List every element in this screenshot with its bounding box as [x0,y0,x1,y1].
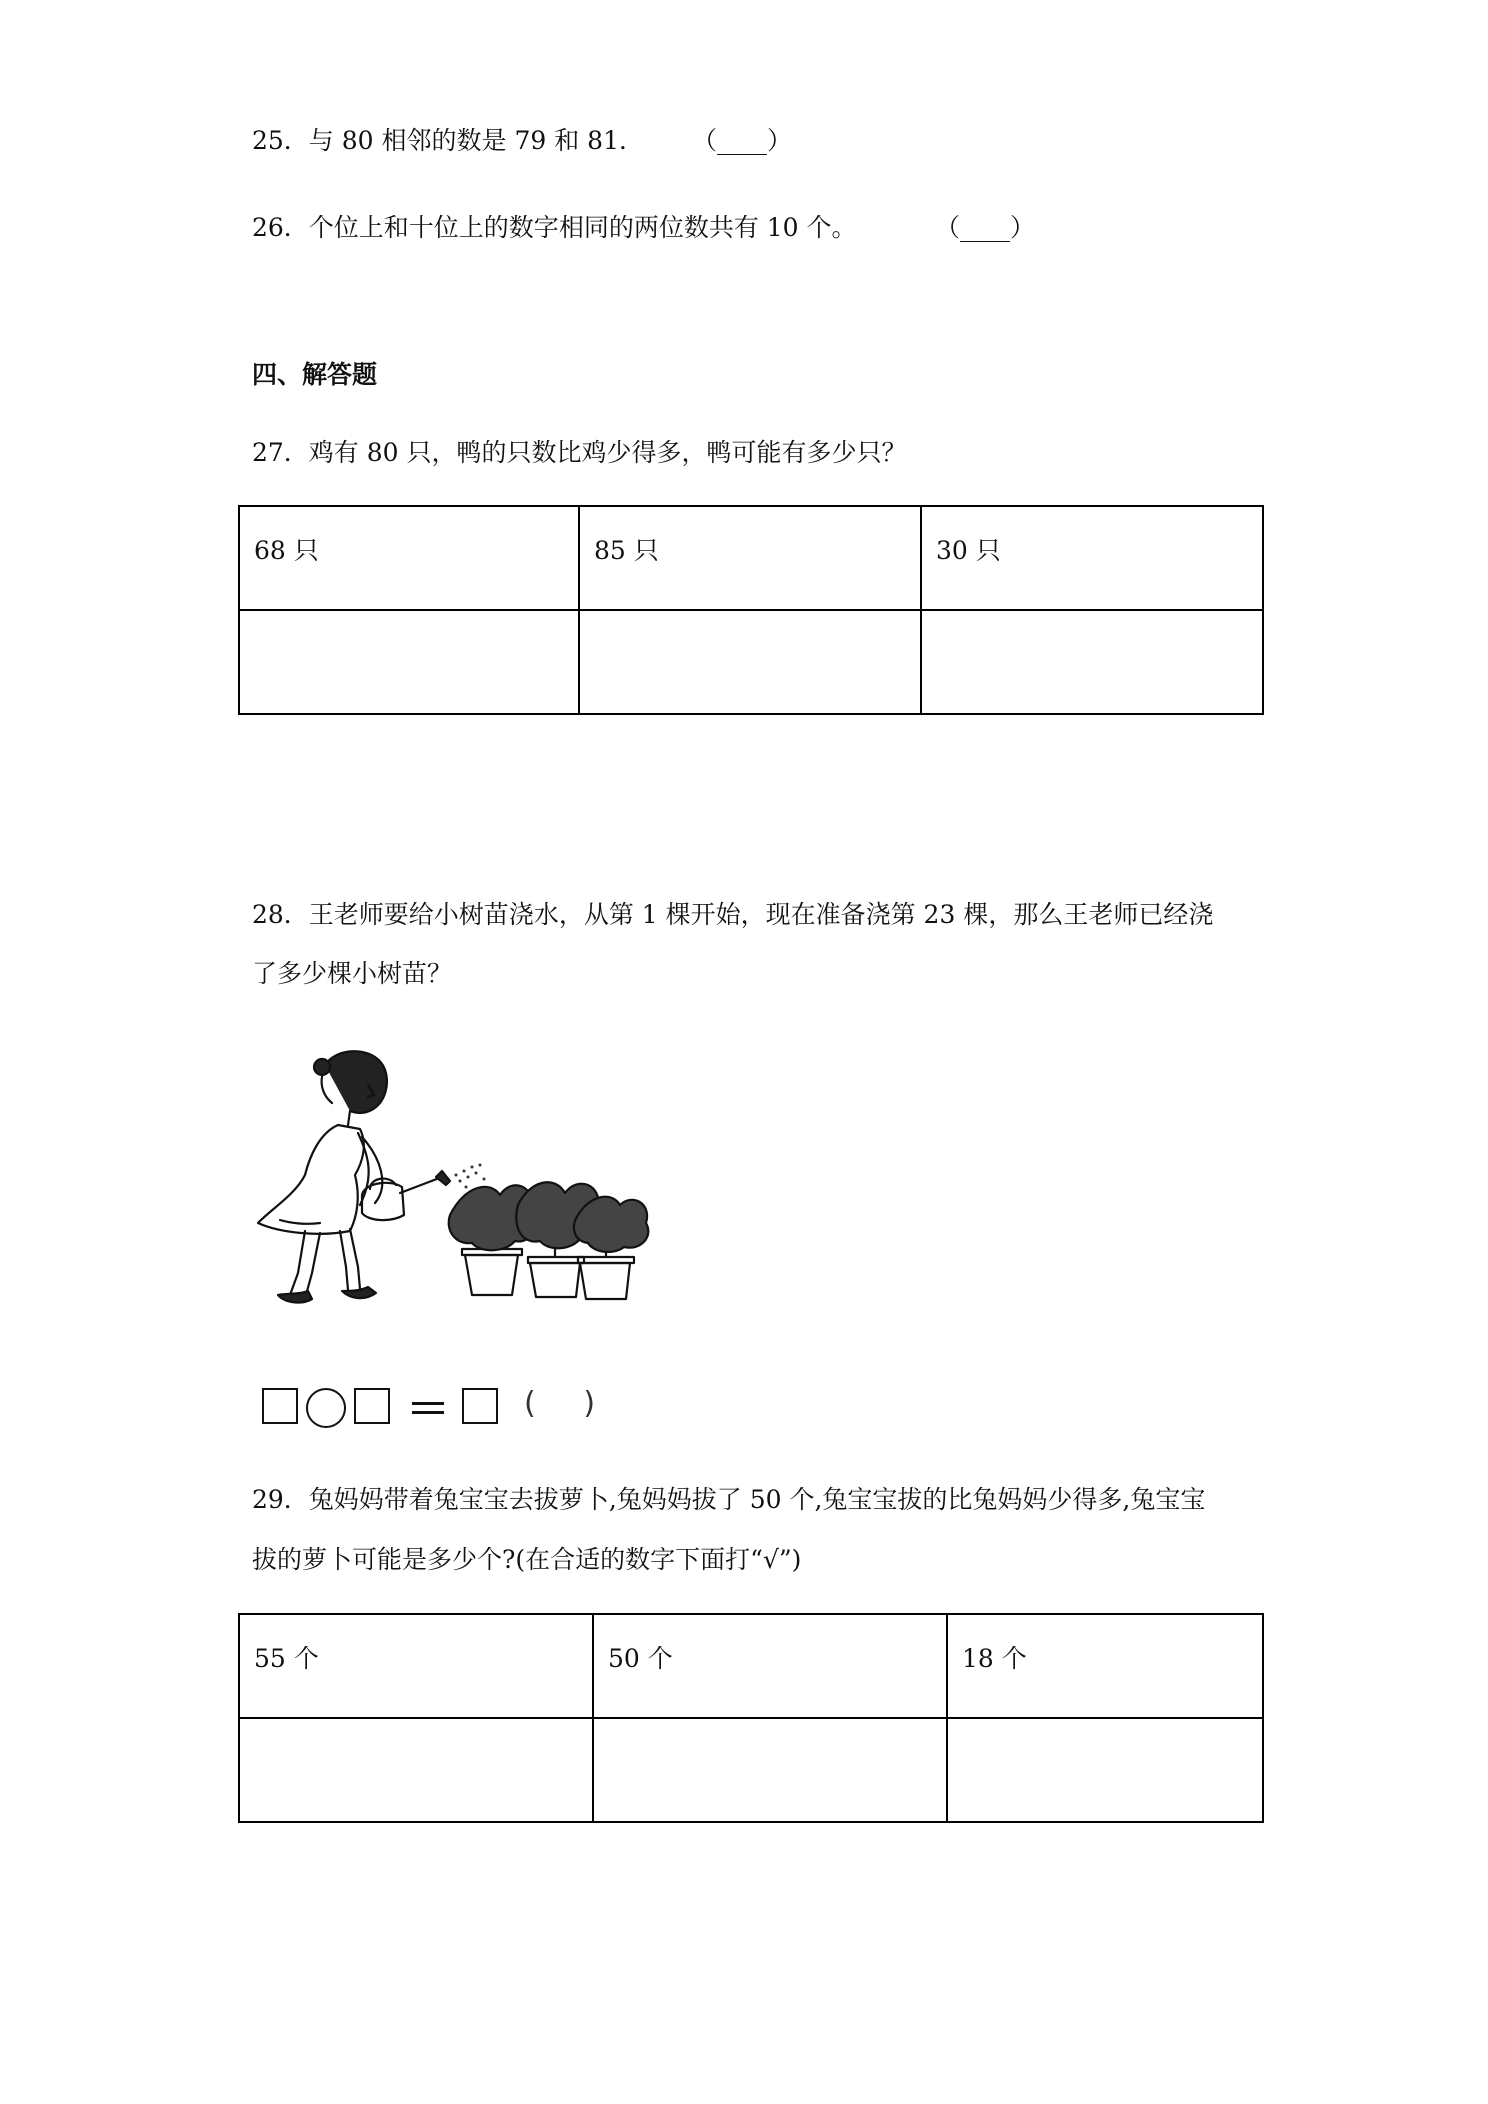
unit-answer-paren[interactable]: ( ) [524,1386,596,1421]
equals-sign [412,1402,444,1414]
option-cell: 68 只 [239,506,579,610]
answer-cell[interactable] [579,610,921,714]
option-cell: 30 只 [921,506,1263,610]
option-cell: 85 只 [579,506,921,610]
option-cell: 55 个 [239,1614,593,1718]
question-26-text: 26．个位上和十位上的数字相同的两位数共有 10 个。 [252,213,857,242]
question-27-options-table [238,505,1264,715]
question-28-text-line2: 了多少棵小树苗？ [252,959,453,988]
question-28-text-line1: 28．王老师要给小树苗浇水，从第 1 棵开始，现在准备浇第 23 棵，那么王老师已经浇 [252,900,1214,929]
blank-square-box[interactable] [354,1388,390,1424]
question-27-text: 27．鸡有 80 只，鸭的只数比鸡少得多，鸭可能有多少只？ [252,438,907,467]
blank-operator-circle[interactable] [306,1388,346,1428]
option-cell: 18 个 [947,1614,1263,1718]
table-row [239,610,1263,714]
blank-square-box[interactable] [262,1388,298,1424]
table-row [239,506,1263,610]
question-26-answer-blank[interactable]: （____） [935,213,1036,242]
section-heading: 四、解答题 [252,360,378,389]
table-row [239,1718,1263,1822]
answer-cell[interactable] [239,610,579,714]
option-cell: 50 个 [593,1614,947,1718]
blank-square-box[interactable] [462,1388,498,1424]
question-25-answer-blank[interactable]: （____） [692,126,793,155]
answer-cell[interactable] [947,1718,1263,1822]
girl-watering-plants-illustration [250,1045,660,1320]
question-25-text: 25．与 80 相邻的数是 79 和 81． [252,126,644,155]
answer-cell[interactable] [921,610,1263,714]
question-29-options-table [238,1613,1264,1823]
table-row [239,1614,1263,1718]
question-29-text-line1: 29．兔妈妈带着兔宝宝去拔萝卜,兔妈妈拔了 50 个,兔宝宝拔的比兔妈妈少得多,兔宝宝 [252,1485,1206,1514]
answer-cell[interactable] [593,1718,947,1822]
question-29-text-line2: 拔的萝卜可能是多少个?(在合适的数字下面打“√”) [252,1545,802,1574]
answer-cell[interactable] [239,1718,593,1822]
